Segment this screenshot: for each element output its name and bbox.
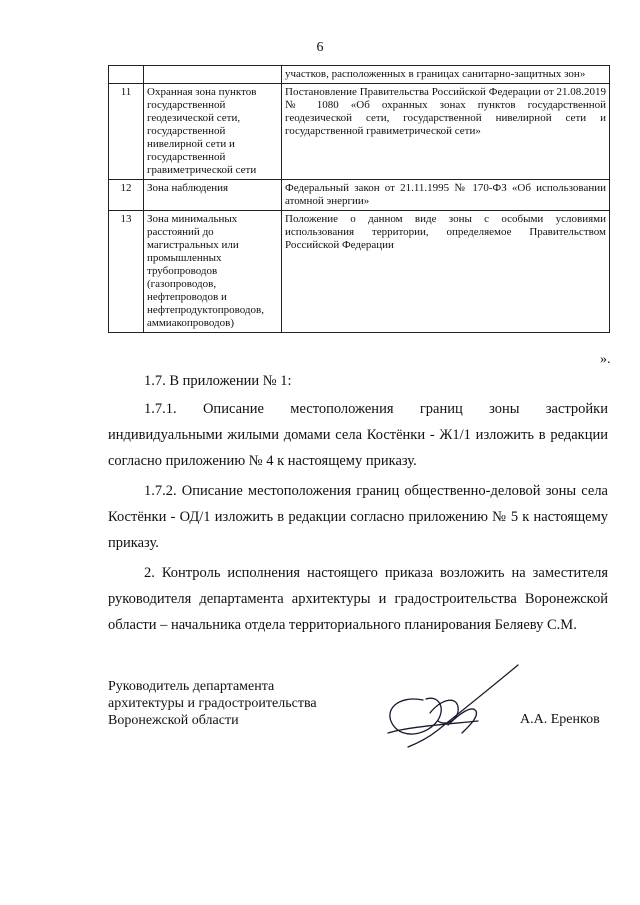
row-number: 13 [109, 211, 144, 333]
paragraph-text: 1.7. В приложении № 1: [144, 373, 292, 389]
handwritten-signature [368, 655, 538, 755]
signatory-title-line: Руководитель департамента [108, 679, 275, 694]
table-row [109, 180, 610, 211]
row-number: 11 [109, 84, 144, 180]
signatory-title-line: Воронежской области [108, 713, 239, 728]
zone-basis: Федеральный закон от 21.11.1995 № 170-ФЗ «Об использовании атомной энергии» [282, 180, 610, 211]
signatory-name: А.А. Еренков [520, 712, 600, 727]
signatory-title [108, 678, 317, 729]
closing-quote: ». [600, 352, 611, 367]
zone-name: Зона наблюдения [144, 180, 282, 211]
table-row [109, 84, 610, 180]
table-row [109, 66, 610, 84]
row-number: 12 [109, 180, 144, 211]
zone-basis: Положение о данном виде зоны с особыми условиями использования территории, определяемое Правительством Российской Федерации [282, 211, 610, 333]
paragraph-text: 1.7.2. Описание местоположения границ общественно-деловой зоны села Костёнки - ОД/1 изложить в редакции согласно приложению № 5 к настоящему приказу. [108, 483, 608, 551]
zone-name [144, 66, 282, 84]
paragraph-1-7-2 [108, 478, 608, 556]
paragraph-text: 1.7.1. Описание местоположения границ зоны застройки индивидуальными жилыми домами села Костёнки - Ж1/1 изложить в редакции согласно приложению № 4 к настоящему приказу. [108, 401, 608, 469]
paragraph-1-7 [108, 368, 608, 394]
paragraph-1-7-1 [108, 396, 608, 474]
row-number [109, 66, 144, 84]
zone-basis: Постановление Правительства Российской Федерации от 21.08.2019 № 1080 «Об охранных зонах пунктов государственной геодезической сети, государственной нивелирной сети и государственной гравиметрической сети» [282, 84, 610, 180]
page-number: 6 [316, 40, 324, 55]
paragraph-text: 2. Контроль исполнения настоящего приказа возложить на заместителя руководителя департамента архитектуры и градостроительства Воронежской области – начальника отдела территориального планирования Беляеву С.М. [108, 565, 608, 633]
table-row [109, 211, 610, 333]
zone-basis: участков, расположенных в границах санитарно-защитных зон» [282, 66, 610, 84]
paragraph-2 [108, 560, 608, 638]
zone-name: Охранная зона пунктов государственной геодезической сети, государственной нивелирной сети и государственной гравиметрической сети [144, 84, 282, 180]
zones-table [108, 65, 610, 333]
zone-name: Зона минимальных расстояний до магистральных или промышленных трубопроводов (газопроводов, нефтепроводов и нефтепродуктопроводов, аммиакопроводов) [144, 211, 282, 333]
signatory-title-line: архитектуры и градостроительства [108, 696, 317, 711]
